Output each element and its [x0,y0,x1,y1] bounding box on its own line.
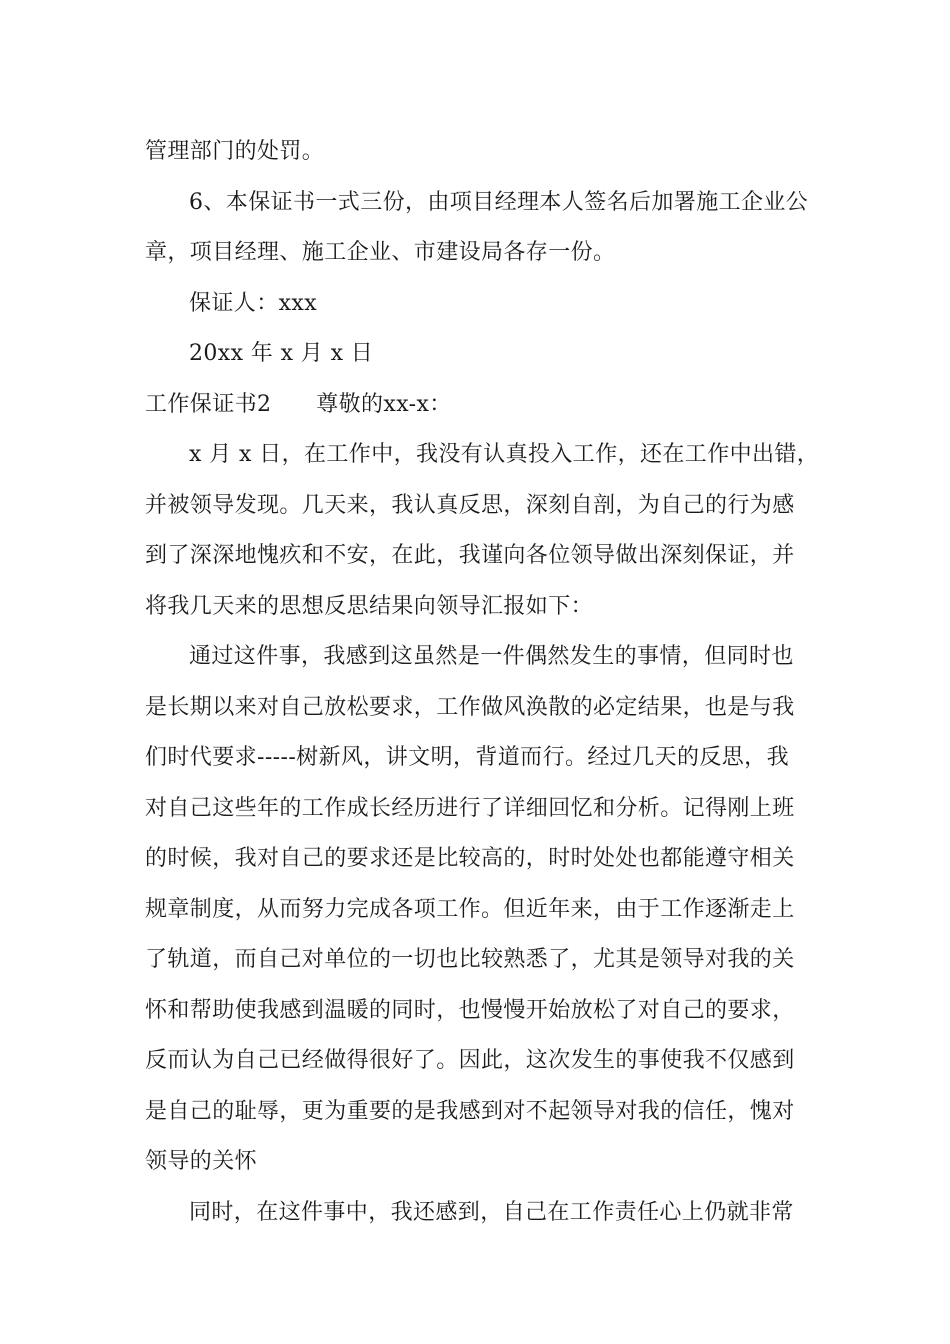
text-line: 章，项目经理、施工企业、市建设局各存一份。 [145,240,616,265]
document-body [145,127,825,1238]
text-line: 的时候，我对自己的要求还是比较高的，时时处处也都能遵守相关 [145,846,795,871]
text-line: 怀和帮助使我感到温暖的同时，也慢慢开始放松了对自己的要求， [145,997,795,1023]
text-line: 并被领导发现。几天来，我认真反思，深刻自剖，为自己的行为感 [145,492,795,518]
text-line: 将我几天来的思想反思结果向领导汇报如下： [145,593,594,619]
signer-line: 保证人：xxx [189,290,318,316]
text-line: 们时代要求-----树新风，讲文明，背道而行。经过几天的反思，我 [145,745,789,770]
text-line: 到了深深地愧疚和不安，在此，我谨向各位领导做出深刻保证，并 [145,543,795,568]
text-line: x 月 x 日，在工作中，我没有认真投入工作，还在工作中出错， [189,442,820,467]
text-line: 规章制度，从而努力完成各项工作。但近年来，由于工作逐渐走上 [145,896,795,922]
date-line: 20xx 年 x 月 x 日 [189,341,374,366]
text-line: 6、本保证书一式三份，由项目经理本人签名后加署施工企业公 [189,189,809,215]
text-line: 是自己的耻辱，更为重要的是我感到对不起领导对我的信任，愧对 [145,1098,795,1124]
text-line: 对自己这些年的工作成长经历进行了详细回忆和分析。记得刚上班 [145,795,795,821]
text-line: 反而认为自己已经做得很好了。因此，这次发生的事使我不仅感到 [145,1048,795,1073]
text-line: 管理部门的处罚。 [145,139,325,164]
text-line: 通过这件事，我感到这虽然是一件偶然发生的事情，但同时也 [189,644,794,669]
text-line: 了轨道，而自己对单位的一切也比较熟悉了，尤其是领导对我的关 [145,947,795,972]
text-line: 同时，在这件事中，我还感到，自己在工作责任心上仍就非常 [189,1199,794,1225]
text-line: 是长期以来对自己放松要求，工作做风涣散的必定结果，也是与我 [145,694,795,720]
text-line: 领导的关怀 [145,1149,258,1174]
section-heading: 工作保证书2 尊敬的xx-x： [145,391,452,417]
